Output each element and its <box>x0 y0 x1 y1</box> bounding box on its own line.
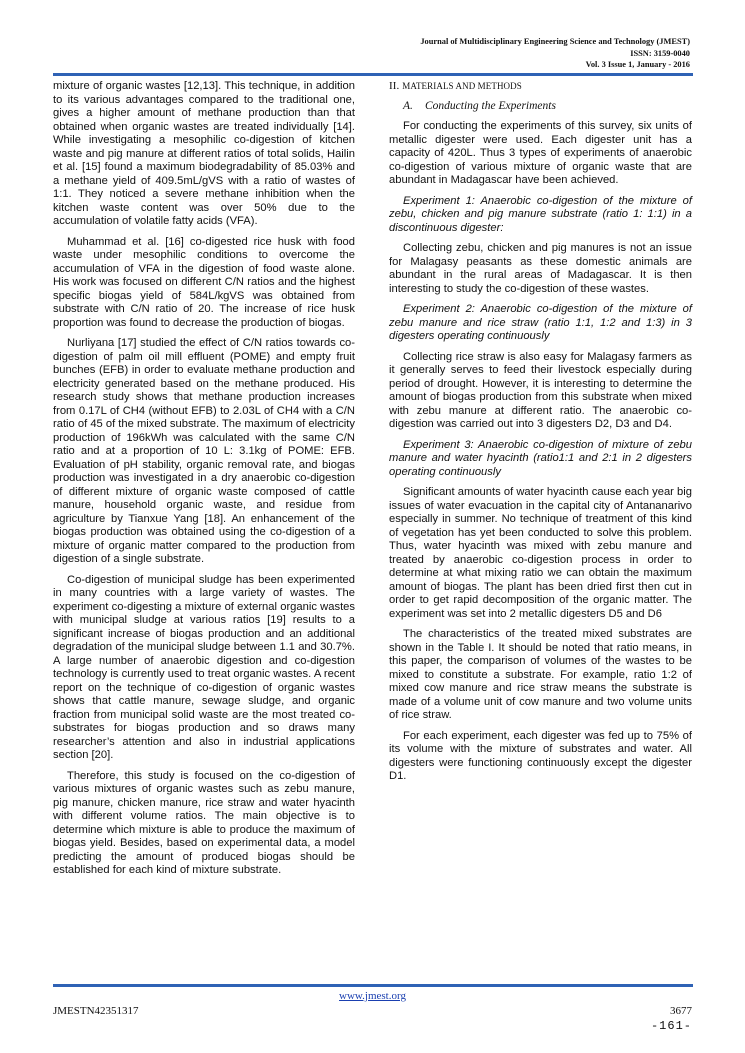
journal-volume: Vol. 3 Issue 1, January - 2016 <box>585 60 690 69</box>
paragraph: For each experiment, each digester was fed up to 75% of its volume with the mixture of substrates and water. All digesters were functioning continuously except the digester D1. <box>389 729 692 782</box>
section-heading <box>389 80 692 94</box>
paragraph: mixture of organic wastes [12,13]. This technique, in addition to its various advantages compared to the traditional one, gives a higher amount of methane production than that obtained when organic wastes are treated individually [14]. While investigating a mesophilic co-digestion of kitchen waste and pig manure at different ratios of total solids, Hailin et al. [15] found a maximum biodegradability of 85.03% and a methane yield of 409.5mL/gVS with a ratio of wastes of 1:1. They noticed a severe methane inhibition when the kitchen waste content was over 50% due to the accumulation of volatile fatty acids (VFA). <box>53 80 355 227</box>
page-number: 3677 <box>670 1005 692 1017</box>
paragraph: The characteristics of the treated mixed substrates are shown in the Table I. It should be noted that ratio means, in this paper, the comparison of volumes of the wastes to be mixed to constitute a substrate. For example, ratio 1:2 of mixed cow manure and rice straw means the substrate is made of a volume unit of cow manure and two volume units of rice straw. <box>389 628 692 721</box>
paragraph: Collecting rice straw is also easy for Malagasy farmers as it generally serves to feed their livestock especially during period of drought. However, it is interesting to determine the amount of biogas production from this substrate when mixed with zebu manure at different ratio. The anaerobic co-digestion was carried out into 3 digesters D2, D3 and D4. <box>389 350 692 430</box>
paragraph: Significant amounts of water hyacinth cause each year big issues of water evacuation in the capital city of Antananarivo especially in summer. No technique of treatment of this kind of vegetation has yet been conducted to solve this problem. Thus, water hyacinth was mixed with zebu manure and treated by anaerobic co-digestion process in order to determine at what mixing ratio we can obtain the maximum amount of biogas. The plant has been dried first then cut in order to get rapid decomposition of the organic matter. The experiment was set into 2 metallic digesters D5 and D6 <box>389 486 692 620</box>
paragraph: Muhammad et al. [16] co-digested rice husk with food waste under mesophilic conditions to overcome the accumulation of VFA in the digestion of food waste alone. His work was focused on different C/N ratios and the highest specific biogas yield of 584L/kgVS was obtained from substrate with C/N ratio of 20. The increase of rice husk proportion was found to decrease the production of biogas. <box>53 235 355 329</box>
paragraph: Nurliyana [17] studied the effect of C/N ratios towards co-digestion of palm oil mill effluent (POME) and empty fruit bunches (EFB) in order to evaluate methane production and electricity generated based on the methane produced. His research study shows that methane production increases from 0.17L of CH4 (without EFB) to 2.03L of CH4 with a C/N ratio of 45 of the mixed substrate. The maximum of electricity production of 196kWh was calculated with the same C/N ratio and at a proportion of 10 L: 3.1kg of POME: EFB. Evaluation of pH stability, organic removal rate, and biogas production was investigated in a dry anaerobic co-digestion of different mixture of organic waste composed of cattle manure, household organic waste, and residue from agriculture by Tianxue Yang [18]. An enhancement of the biogas production was obtained using the co-digestion of a mixture of organic matter compared to the production from digestion of a single substrate. <box>53 337 355 565</box>
journal-title: Journal of Multidisciplinary Engineering Science and Technology (JMEST) <box>420 37 690 46</box>
paragraph: Co-digestion of municipal sludge has been experimented in many countries with a large variety of wastes. The experiment co-digesting a mixture of external organic wastes with municipal sludge at various ratios [19] results to a significant increase of biogas production and an additional degradation of the municipal sludge between 1.1 and 30.7%. A large number of anaerobic digestion and co-digestion technology is currently used to treat organic wastes. A recent report on the technique of co-digestion of organic wastes shows that cattle manure, sewage sludge, and organic fraction from municipal solid waste are the most treated co-substrates for biogas production and so draws many researcher’s attention and also in industrial applications section [20]. <box>53 573 355 761</box>
left-column <box>53 80 355 885</box>
subsection-title: Conducting the Experiments <box>425 99 556 112</box>
website-link[interactable]: www.jmest.org <box>339 990 406 1002</box>
right-column <box>389 80 692 791</box>
experiment-1-title: Experiment 1: Anaerobic co-digestion of the mixture of zebu, chicken and pig manure substrate (ratio 1: 1:1) in a discontinuous digester: <box>389 194 692 234</box>
paragraph: Collecting zebu, chicken and pig manures is not an issue for Malagasy peasants as these domestic animals are abundant in the rural areas of Madagascar. It is then interesting to study the co-digestion of these wastes. <box>389 242 692 295</box>
footer-rule <box>53 984 693 987</box>
section-title: MATERIALS AND METHODS <box>402 81 522 91</box>
paper-id: JMESTN42351317 <box>53 1005 139 1017</box>
section-number: II. <box>389 80 400 92</box>
sequence-number: -161- <box>650 1019 692 1033</box>
journal-issn: ISSN: 3159-0040 <box>630 48 690 58</box>
header-rule <box>53 73 693 76</box>
subsection-heading <box>403 100 692 114</box>
paragraph: For conducting the experiments of this survey, six units of metallic digester were used. Each digester unit has a capacity of 420L. Thus 3 types of experiments of anaerobic co-digestion of various mixture of organic waste that are abundant in Madagascar have been achieved. <box>389 120 692 186</box>
experiment-3-title: Experiment 3: Anaerobic co-digestion of mixture of zebu manure and water hyacinth (ratio1:1 and 2:1 in 2 digesters operating continuously <box>389 438 692 478</box>
paragraph: Therefore, this study is focused on the co-digestion of various mixtures of organic wastes such as zebu manure, pig manure, chicken manure, rice straw and water hyacinth with different volume ratios. The main objective is to determine which mixture is able to produce the maximum of biogas yield. Besides, based on experimental data, a model predicting the amount of produced biogas should be established for each kind of mixture substrate. <box>53 769 355 876</box>
experiment-2-title: Experiment 2: Anaerobic co-digestion of the mixture of zebu manure and rice straw (ratio 1:1, 1:2 and 1:3) in 3 digesters operating continuously <box>389 303 692 342</box>
subsection-number: A. <box>403 99 413 112</box>
journal-header <box>190 36 690 71</box>
